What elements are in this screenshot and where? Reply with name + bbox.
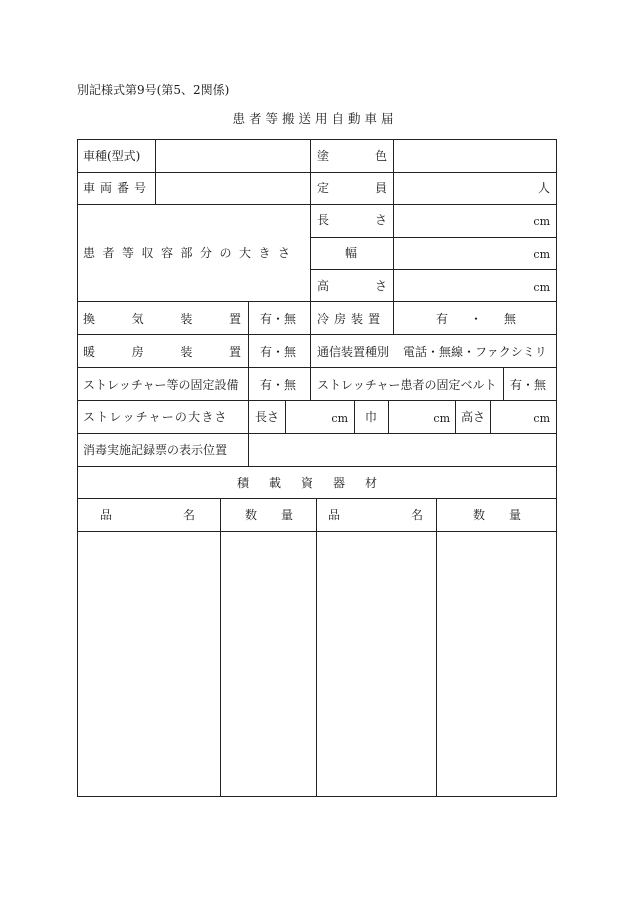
label-vehicle-type: 車種(型式) <box>83 149 141 163</box>
unit-cm-s-width: cm <box>433 412 450 425</box>
header-quantity-1: 数 量 <box>245 508 293 522</box>
label-s-width: 巾 <box>365 410 378 424</box>
label-length: 長 さ <box>317 213 387 227</box>
label-disinfection: 消毒実施記録票の表示位置 <box>83 443 228 457</box>
label-equipment: 積載資器材 <box>236 476 397 490</box>
label-comm-type: 通信装置種別 <box>317 345 390 359</box>
label-ventilation: 換 気 装 置 <box>83 312 241 326</box>
label-capacity: 定 員 <box>317 181 387 195</box>
capacity-unit: 人 <box>537 181 550 195</box>
label-paint-color: 塗 色 <box>317 149 387 163</box>
form-title: 患者等搬送用自動車届 <box>232 111 398 126</box>
label-s-height: 高さ <box>461 410 486 424</box>
form-number: 別記様式第9号(第5、2関係) <box>77 83 230 97</box>
unit-cm-s-length: cm <box>331 412 348 425</box>
label-aircon: 冷房装置 <box>317 312 386 326</box>
unit-cm-width: cm <box>533 248 550 261</box>
comm-value: 電話・無線・ファクシミリ <box>403 345 547 359</box>
label-stretcher-fix: ストレッチャー等の固定設備 <box>83 378 239 392</box>
unit-cm-height: cm <box>533 281 550 294</box>
label-s-length: 長さ <box>255 410 280 424</box>
label-belt-fix: ストレッチャー患者の固定ベルト <box>317 378 497 392</box>
label-vehicle-number: 車両番号 <box>83 181 152 195</box>
ventilation-choice: 有・無 <box>260 312 297 326</box>
label-compartment-size: 患者等収容部分の大きさ <box>83 246 298 260</box>
header-item-name-2: 品 名 <box>328 508 423 522</box>
unit-cm-s-height: cm <box>533 412 550 425</box>
stretcher-fix-choice: 有・無 <box>260 378 297 392</box>
belt-fix-choice: 有・無 <box>510 378 547 392</box>
label-heating: 暖 房 装 置 <box>83 345 241 359</box>
label-height: 高 さ <box>317 279 387 293</box>
header-item-name-1: 品 名 <box>100 508 195 522</box>
label-width: 幅 <box>345 246 358 260</box>
header-quantity-2: 数 量 <box>473 508 521 522</box>
label-stretcher-size: ストレッチャーの大きさ <box>83 410 228 424</box>
heating-choice: 有・無 <box>260 345 297 359</box>
aircon-choice: 有 ・ 無 <box>436 312 516 326</box>
unit-cm-length: cm <box>533 215 550 228</box>
